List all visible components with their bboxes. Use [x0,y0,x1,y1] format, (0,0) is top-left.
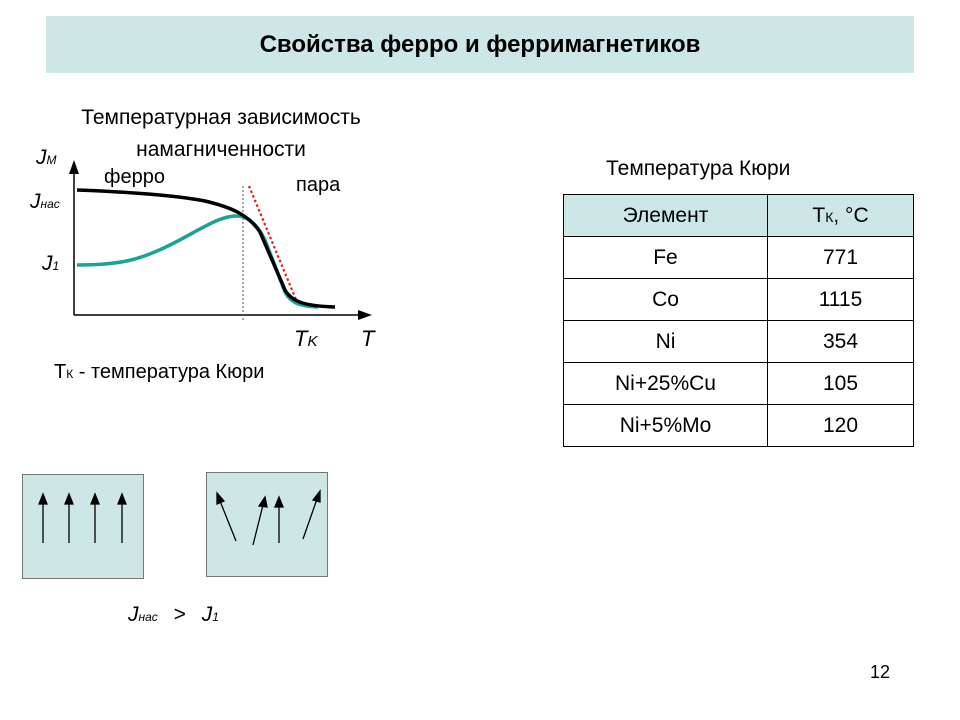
magnetization-relation: Jнас > J1 [128,603,219,626]
para-label: пара [296,174,341,196]
cell-element: Ni+5%Mo [564,405,768,447]
curie-table [563,194,914,447]
cell-element: Ni [564,321,768,363]
disordered-spins [207,473,327,576]
cell-temp: 120 [768,405,914,447]
cell-temp: 354 [768,321,914,363]
aligned-domain-box [22,474,144,579]
disordered-domain-box [206,472,328,577]
cell-element: Fe [564,237,768,279]
aligned-spins [23,475,143,578]
table-header-row [564,195,914,237]
slide-title: Свойства ферро и ферримагнетиков [259,30,701,58]
page-number: 12 [870,662,891,682]
curie-caption: ТК - температура Кюри [54,361,265,383]
cell-temp: 1115 [768,279,914,321]
cell-temp: 105 [768,363,914,405]
cell-element: Co [564,279,768,321]
table-row [564,321,914,363]
cell-element: Ni+25%Cu [564,363,768,405]
curie-table-title: Температура Кюри [606,157,791,180]
table-row [564,237,914,279]
tangent-line [249,186,297,302]
table-row [564,279,914,321]
cell-temp: 771 [768,237,914,279]
j-sat-label: Jнас [30,190,60,213]
y-axis-arrow [69,160,79,174]
j1-label: J1 [42,252,60,275]
x-axis-arrow [358,310,372,320]
j1-curve [77,216,318,307]
header-element: Элемент [564,195,768,237]
saturation-curve [77,190,335,307]
x-axis-label: T [361,326,375,351]
curie-tick-label: TK [294,326,318,351]
table-row [564,363,914,405]
header-temperature: ТК, °С [768,195,914,237]
table-row [564,405,914,447]
ferro-label: ферро [104,166,165,188]
plot-title: Температурная зависимость намагниченности [81,106,361,161]
y-axis-label: JM [36,146,57,169]
